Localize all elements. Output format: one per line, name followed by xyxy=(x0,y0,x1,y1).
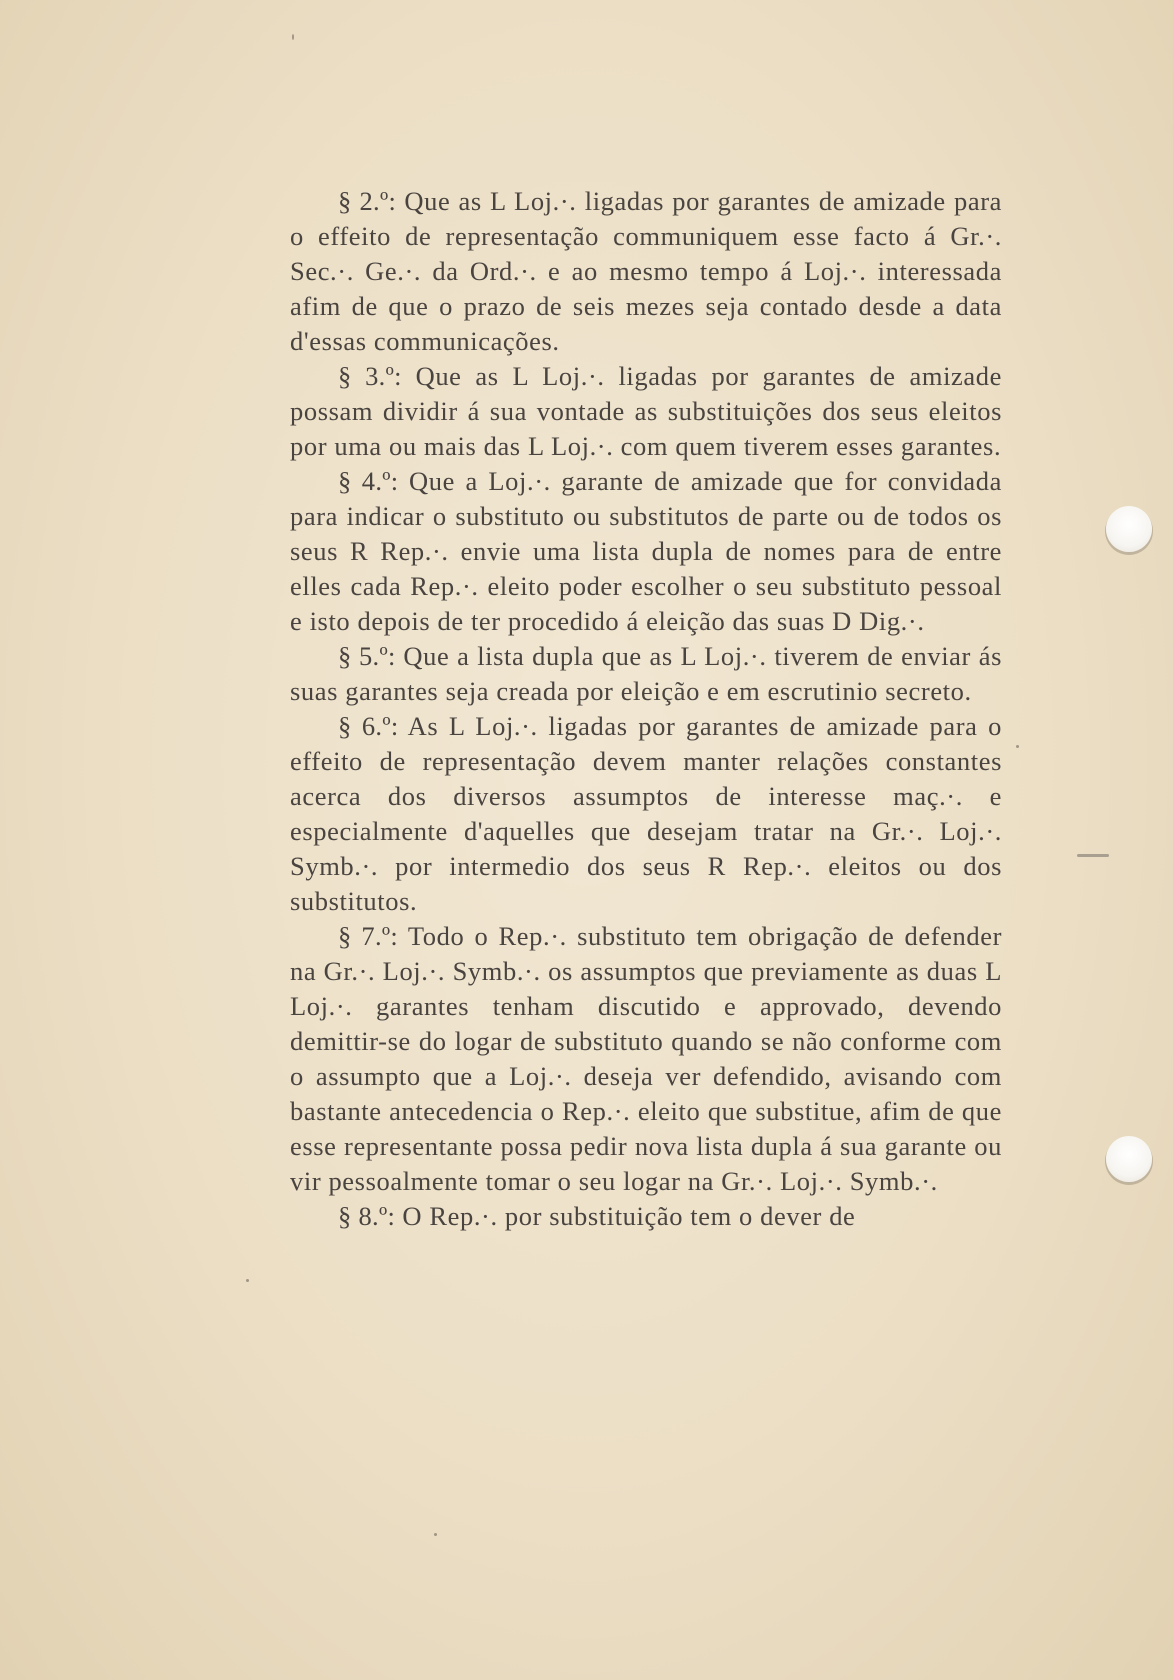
paragraph-text: Que as L Loj.·. ligadas por garantes de amizade possam dividir á sua vontade as substituições dos seus eleitos por uma ou mais das L Loj.·. com quem tiverem esses garantes. xyxy=(290,361,1002,461)
paragraph-section-3 xyxy=(290,359,1002,464)
paragraph-section-6 xyxy=(290,709,1002,919)
document-body xyxy=(290,184,1002,1234)
paragraph-text: Que a lista dupla que as L Loj.·. tiverem de enviar ás suas garantes seja creada por eleição e em escrutinio secreto. xyxy=(290,641,1002,706)
ink-speck xyxy=(292,34,294,40)
section-number: § 4.º: xyxy=(338,466,399,496)
paragraph-text: O Rep.·. por substituição tem o dever de xyxy=(402,1201,856,1231)
paragraph-section-2 xyxy=(290,184,1002,359)
ink-speck xyxy=(434,1533,437,1536)
section-number: § 8.º: xyxy=(338,1201,396,1231)
section-number: § 6.º: xyxy=(338,711,399,741)
paragraph-section-7 xyxy=(290,919,1002,1199)
section-number: § 5.º: xyxy=(338,641,396,671)
section-number: § 3.º: xyxy=(338,361,402,391)
section-number: § 7.º: xyxy=(338,921,399,951)
paragraph-text: Todo o Rep.·. substituto tem obrigação de defender na Gr.·. Loj.·. Symb.·. os assumptos que previamente as duas L Loj.·. garantes tenham discutido e approvado, devendo demittir-se do logar de substituto quando se não conforme com o assumpto que a Loj.·. deseja ver defendido, avisando com bastante antecedencia o Rep.·. eleito que substitue, afim de que esse representante possa pedir nova lista dupla á sua garante ou vir pessoalmente tomar o seu logar na Gr.·. Loj.·. Symb.·. xyxy=(290,921,1002,1196)
margin-mark xyxy=(1077,854,1109,857)
punch-hole-lower xyxy=(1106,1136,1152,1182)
paragraph-section-8 xyxy=(290,1199,1002,1234)
paragraph-text: Que as L Loj.·. ligadas por garantes de amizade para o effeito de representação communiquem esse facto á Gr.·. Sec.·. Ge.·. da Ord.·. e ao mesmo tempo á Loj.·. interessada afim de que o prazo de seis mezes seja contado desde a data d'essas communicações. xyxy=(290,186,1002,356)
punch-hole-upper xyxy=(1106,506,1152,552)
paragraph-text: As L Loj.·. ligadas por garantes de amizade para o effeito de representação devem manter relações constantes acerca dos diversos assumptos de interesse maç.·. e especialmente d'aquelles que desejam tratar na Gr.·. Loj.·. Symb.·. por intermedio dos seus R Rep.·. eleitos ou dos substitutos. xyxy=(290,711,1002,916)
ink-speck xyxy=(1016,745,1019,748)
paragraph-section-5 xyxy=(290,639,1002,709)
paragraph-text: Que a Loj.·. garante de amizade que for convidada para indicar o substituto ou substitutos de parte ou de todos os seus R Rep.·. envie uma lista dupla de nomes para de entre elles cada Rep.·. eleito poder escolher o seu substituto pessoal e isto depois de ter procedido á eleição das suas D Dig.·. xyxy=(290,466,1002,636)
ink-speck xyxy=(246,1279,249,1282)
section-number: § 2.º: xyxy=(338,186,397,216)
paragraph-section-4 xyxy=(290,464,1002,639)
